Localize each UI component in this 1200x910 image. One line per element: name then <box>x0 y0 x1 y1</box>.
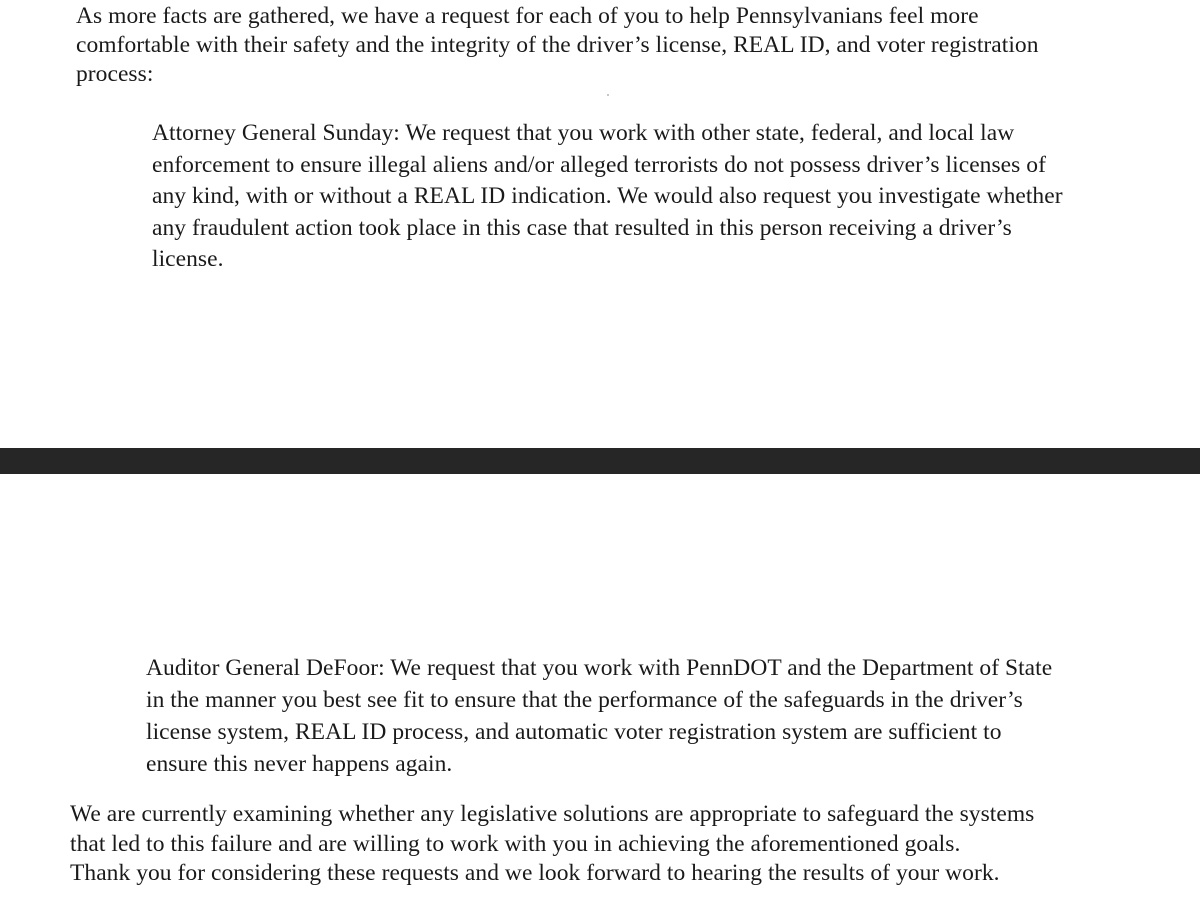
attorney-general-line: Attorney General Sunday: We request that you work with other state, federal, and local law <box>152 120 1015 146</box>
intro-line: process: <box>76 61 154 87</box>
letter-page-top <box>0 0 1200 448</box>
attorney-general-line: license. <box>152 246 224 272</box>
auditor-general-line: ensure this never happens again. <box>146 751 453 777</box>
page-divider-bar <box>0 448 1200 474</box>
intro-line: comfortable with their safety and the integrity of the driver’s license, REAL ID, and voter registration <box>76 32 1039 58</box>
intro-paragraph <box>76 2 1146 89</box>
attorney-general-line: any fraudulent action took place in this case that resulted in this person receiving a driver’s <box>152 214 1012 241</box>
auditor-general-line: Auditor General DeFoor: We request that you work with PennDOT and the Department of State <box>146 655 1053 681</box>
auditor-general-request-paragraph <box>146 652 1156 780</box>
closing-line: that led to this failure and are willing to work with you in achieving the aforementioned goals. <box>70 830 961 857</box>
intro-line: As more facts are gathered, we have a request for each of you to help Pennsylvanians feel more <box>76 3 979 29</box>
auditor-general-line: license system, REAL ID process, and automatic voter registration system are sufficient to <box>146 719 1002 745</box>
closing-paragraph <box>70 800 1170 889</box>
attorney-general-line: enforcement to ensure illegal aliens and/or alleged terrorists do not possess driver’s licenses of <box>152 151 1046 178</box>
auditor-general-line: in the manner you best see fit to ensure that the performance of the safeguards in the driver’s <box>146 687 1023 713</box>
closing-line: Thank you for considering these requests and we look forward to hearing the results of your work. <box>70 860 1000 886</box>
attorney-general-request-paragraph <box>152 118 1162 276</box>
attorney-general-line: any kind, with or without a REAL ID indication. We would also request you investigate whether <box>152 183 1063 209</box>
scan-speck <box>607 94 609 96</box>
closing-line: We are currently examining whether any legislative solutions are appropriate to safeguard the systems <box>70 801 1035 827</box>
